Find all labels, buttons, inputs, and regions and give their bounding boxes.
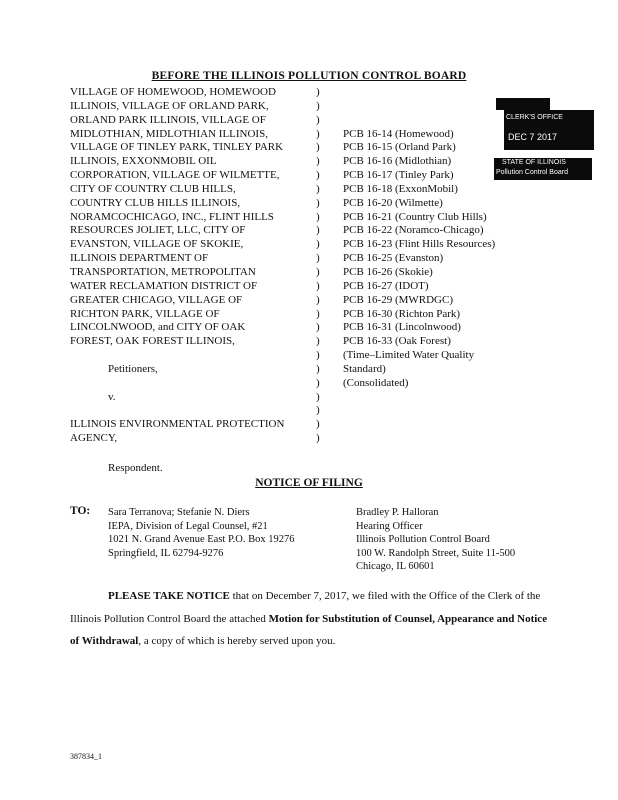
caption-paren: ) xyxy=(316,210,320,223)
caption-party: GREATER CHICAGO, VILLAGE OF xyxy=(70,293,243,306)
caption-party: VILLAGE OF TINLEY PARK, TINLEY PARK xyxy=(70,141,284,154)
caption-case-number: PCB 16-27 (IDOT) xyxy=(343,279,429,292)
caption-party: v. xyxy=(108,390,116,403)
caption-row xyxy=(70,321,610,335)
motion-title: Motion for Substitution of Counsel, Appearance and Notice of Withdrawal xyxy=(70,612,548,647)
caption-case-number: PCB 16-14 (Homewood) xyxy=(343,127,454,140)
caption-row xyxy=(70,294,610,308)
caption-party: ILLINOIS, VILLAGE OF ORLAND PARK, xyxy=(70,99,269,112)
caption-party: ILLINOIS DEPARTMENT OF xyxy=(70,252,209,265)
stamp-date: DEC 7 2017 xyxy=(508,132,558,142)
caption-row xyxy=(70,238,610,252)
address-line: Chicago, IL 60601 xyxy=(356,561,435,573)
stamp-board: Pollution Control Board xyxy=(496,169,568,176)
address-line: Springfield, IL 62794-9276 xyxy=(108,547,224,559)
caption-party: CITY OF COUNTRY CLUB HILLS, xyxy=(70,182,236,195)
caption-party: LINCOLNWOOD, and CITY OF OAK xyxy=(70,321,246,334)
address-line: 100 W. Randolph Street, Suite 11-500 xyxy=(356,547,516,559)
caption-case-number: PCB 16-22 (Noramco-Chicago) xyxy=(343,224,484,237)
caption-party: TRANSPORTATION, METROPOLITAN xyxy=(70,265,256,278)
stamp-state: STATE OF ILLINOIS xyxy=(502,159,566,166)
caption-row xyxy=(70,377,610,391)
board-heading: BEFORE THE ILLINOIS POLLUTION CONTROL BOARD xyxy=(151,70,467,82)
caption-row xyxy=(70,418,610,432)
caption-party: EVANSTON, VILLAGE OF SKOKIE, xyxy=(70,238,244,251)
caption-paren: ) xyxy=(316,169,320,182)
address-line: Illinois Pollution Control Board xyxy=(356,534,490,546)
caption-party: AGENCY, xyxy=(70,432,118,445)
caption-row xyxy=(70,252,610,266)
caption-case-number: PCB 16-31 (Lincolnwood) xyxy=(343,321,461,334)
caption-paren: ) xyxy=(316,390,320,403)
notice-body xyxy=(70,585,552,653)
address-block-hearing-officer xyxy=(356,506,515,574)
caption-party: FOREST, OAK FOREST ILLINOIS, xyxy=(70,335,235,348)
caption-case-number: (Consolidated) xyxy=(343,376,409,389)
caption-case-number: (Time–Limited Water Quality xyxy=(343,349,475,362)
caption-case-number: PCB 16-30 (Richton Park) xyxy=(343,307,461,320)
caption-case-number: PCB 16-18 (ExxonMobil) xyxy=(343,182,458,195)
notice-lead: PLEASE TAKE NOTICE xyxy=(108,590,230,602)
stamp-clerks-office: CLERK'S OFFICE xyxy=(506,114,563,121)
caption-paren: ) xyxy=(316,349,320,362)
caption-case-number: PCB 16-20 (Wilmette) xyxy=(343,196,443,209)
caption-party: ILLINOIS, EXXONMOBIL OIL xyxy=(70,155,217,168)
caption-party: VILLAGE OF HOMEWOOD, HOMEWOOD xyxy=(70,86,276,98)
notice-text-end: , a copy of which is hereby served upon you. xyxy=(138,635,336,647)
caption-paren: ) xyxy=(316,182,320,195)
caption-paren: ) xyxy=(316,252,320,265)
caption-row xyxy=(70,349,610,363)
caption-paren: ) xyxy=(316,86,320,98)
caption-case-number: PCB 16-15 (Orland Park) xyxy=(343,141,456,154)
caption-party: MIDLOTHIAN, MIDLOTHIAN ILLINOIS, xyxy=(70,127,268,140)
caption-party: RESOURCES JOLIET, LLC, CITY OF xyxy=(70,224,246,237)
caption-paren: ) xyxy=(316,127,320,140)
caption-case-number: PCB 16-16 (Midlothian) xyxy=(343,155,452,168)
caption-paren: ) xyxy=(316,376,320,389)
caption-case-number: Standard) xyxy=(343,362,386,375)
caption-paren: ) xyxy=(316,99,320,112)
caption-paren: ) xyxy=(316,279,320,292)
caption-party: COUNTRY CLUB HILLS ILLINOIS, xyxy=(70,196,241,209)
address-line: Bradley P. Halloran xyxy=(356,507,439,518)
caption-paren: ) xyxy=(316,404,320,417)
address-line: Hearing Officer xyxy=(356,520,423,532)
caption-party: Petitioners, xyxy=(108,362,158,375)
caption-case-number: PCB 16-26 (Skokie) xyxy=(343,265,433,278)
address-line: 1021 N. Grand Avenue East P.O. Box 19276 xyxy=(108,534,295,546)
caption-row xyxy=(70,224,610,238)
caption-party: RICHTON PARK, VILLAGE OF xyxy=(70,307,220,320)
caption-case-number: PCB 16-33 (Oak Forest) xyxy=(343,335,451,348)
address-block-iepa xyxy=(108,506,294,560)
document-id: 387834_1 xyxy=(70,752,102,761)
caption-party: ILLINOIS ENVIRONMENTAL PROTECTION xyxy=(70,418,285,431)
caption-party: ORLAND PARK ILLINOIS, VILLAGE OF xyxy=(70,113,266,126)
caption-paren: ) xyxy=(316,307,320,320)
stamp-redaction xyxy=(496,98,550,110)
caption-paren: ) xyxy=(316,224,320,237)
caption-case-number: PCB 16-23 (Flint Hills Resources) xyxy=(343,238,496,251)
caption-paren: ) xyxy=(316,238,320,251)
caption-case-number: PCB 16-29 (MWRDGC) xyxy=(343,293,454,306)
caption-row xyxy=(70,308,610,322)
caption-paren: ) xyxy=(316,335,320,348)
address-line: IEPA, Division of Legal Counsel, #21 xyxy=(108,520,268,532)
caption-row xyxy=(70,432,610,446)
caption-paren: ) xyxy=(316,432,320,445)
caption-paren: ) xyxy=(316,155,320,168)
respondent-label: Respondent. xyxy=(108,462,163,474)
caption-row xyxy=(70,404,610,418)
notice-paragraph xyxy=(70,585,552,653)
caption-row xyxy=(70,211,610,225)
address-line: Sara Terranova; Stefanie N. Diers xyxy=(108,507,250,518)
caption-paren: ) xyxy=(316,265,320,278)
caption-case-number: PCB 16-25 (Evanston) xyxy=(343,252,444,265)
caption-row xyxy=(70,280,610,294)
caption-paren: ) xyxy=(316,418,320,431)
caption-paren: ) xyxy=(316,196,320,209)
notice-text: that on December 7, 2017, we filed with the Office of the Clerk of the Illinois Pollution Control Board the attached xyxy=(70,590,541,625)
caption-paren: ) xyxy=(316,293,320,306)
caption-party: WATER RECLAMATION DISTRICT OF xyxy=(70,279,258,292)
to-label: TO: xyxy=(70,505,91,517)
caption-paren: ) xyxy=(316,362,320,375)
caption-party: NORAMCOCHICAGO, INC., FLINT HILLS xyxy=(70,210,274,223)
notice-title: NOTICE OF FILING xyxy=(255,477,363,489)
caption-row xyxy=(70,391,610,405)
caption-row xyxy=(70,197,610,211)
filing-stamp xyxy=(494,98,594,188)
caption-row xyxy=(70,266,610,280)
caption-case-number: PCB 16-17 (Tinley Park) xyxy=(343,169,454,182)
caption-paren: ) xyxy=(316,113,320,126)
caption-paren: ) xyxy=(316,141,320,154)
caption-party: CORPORATION, VILLAGE OF WILMETTE, xyxy=(70,169,280,182)
caption-paren: ) xyxy=(316,321,320,334)
caption-case-number: PCB 16-21 (Country Club Hills) xyxy=(343,210,487,223)
caption-row xyxy=(70,363,610,377)
caption-row xyxy=(70,335,610,349)
